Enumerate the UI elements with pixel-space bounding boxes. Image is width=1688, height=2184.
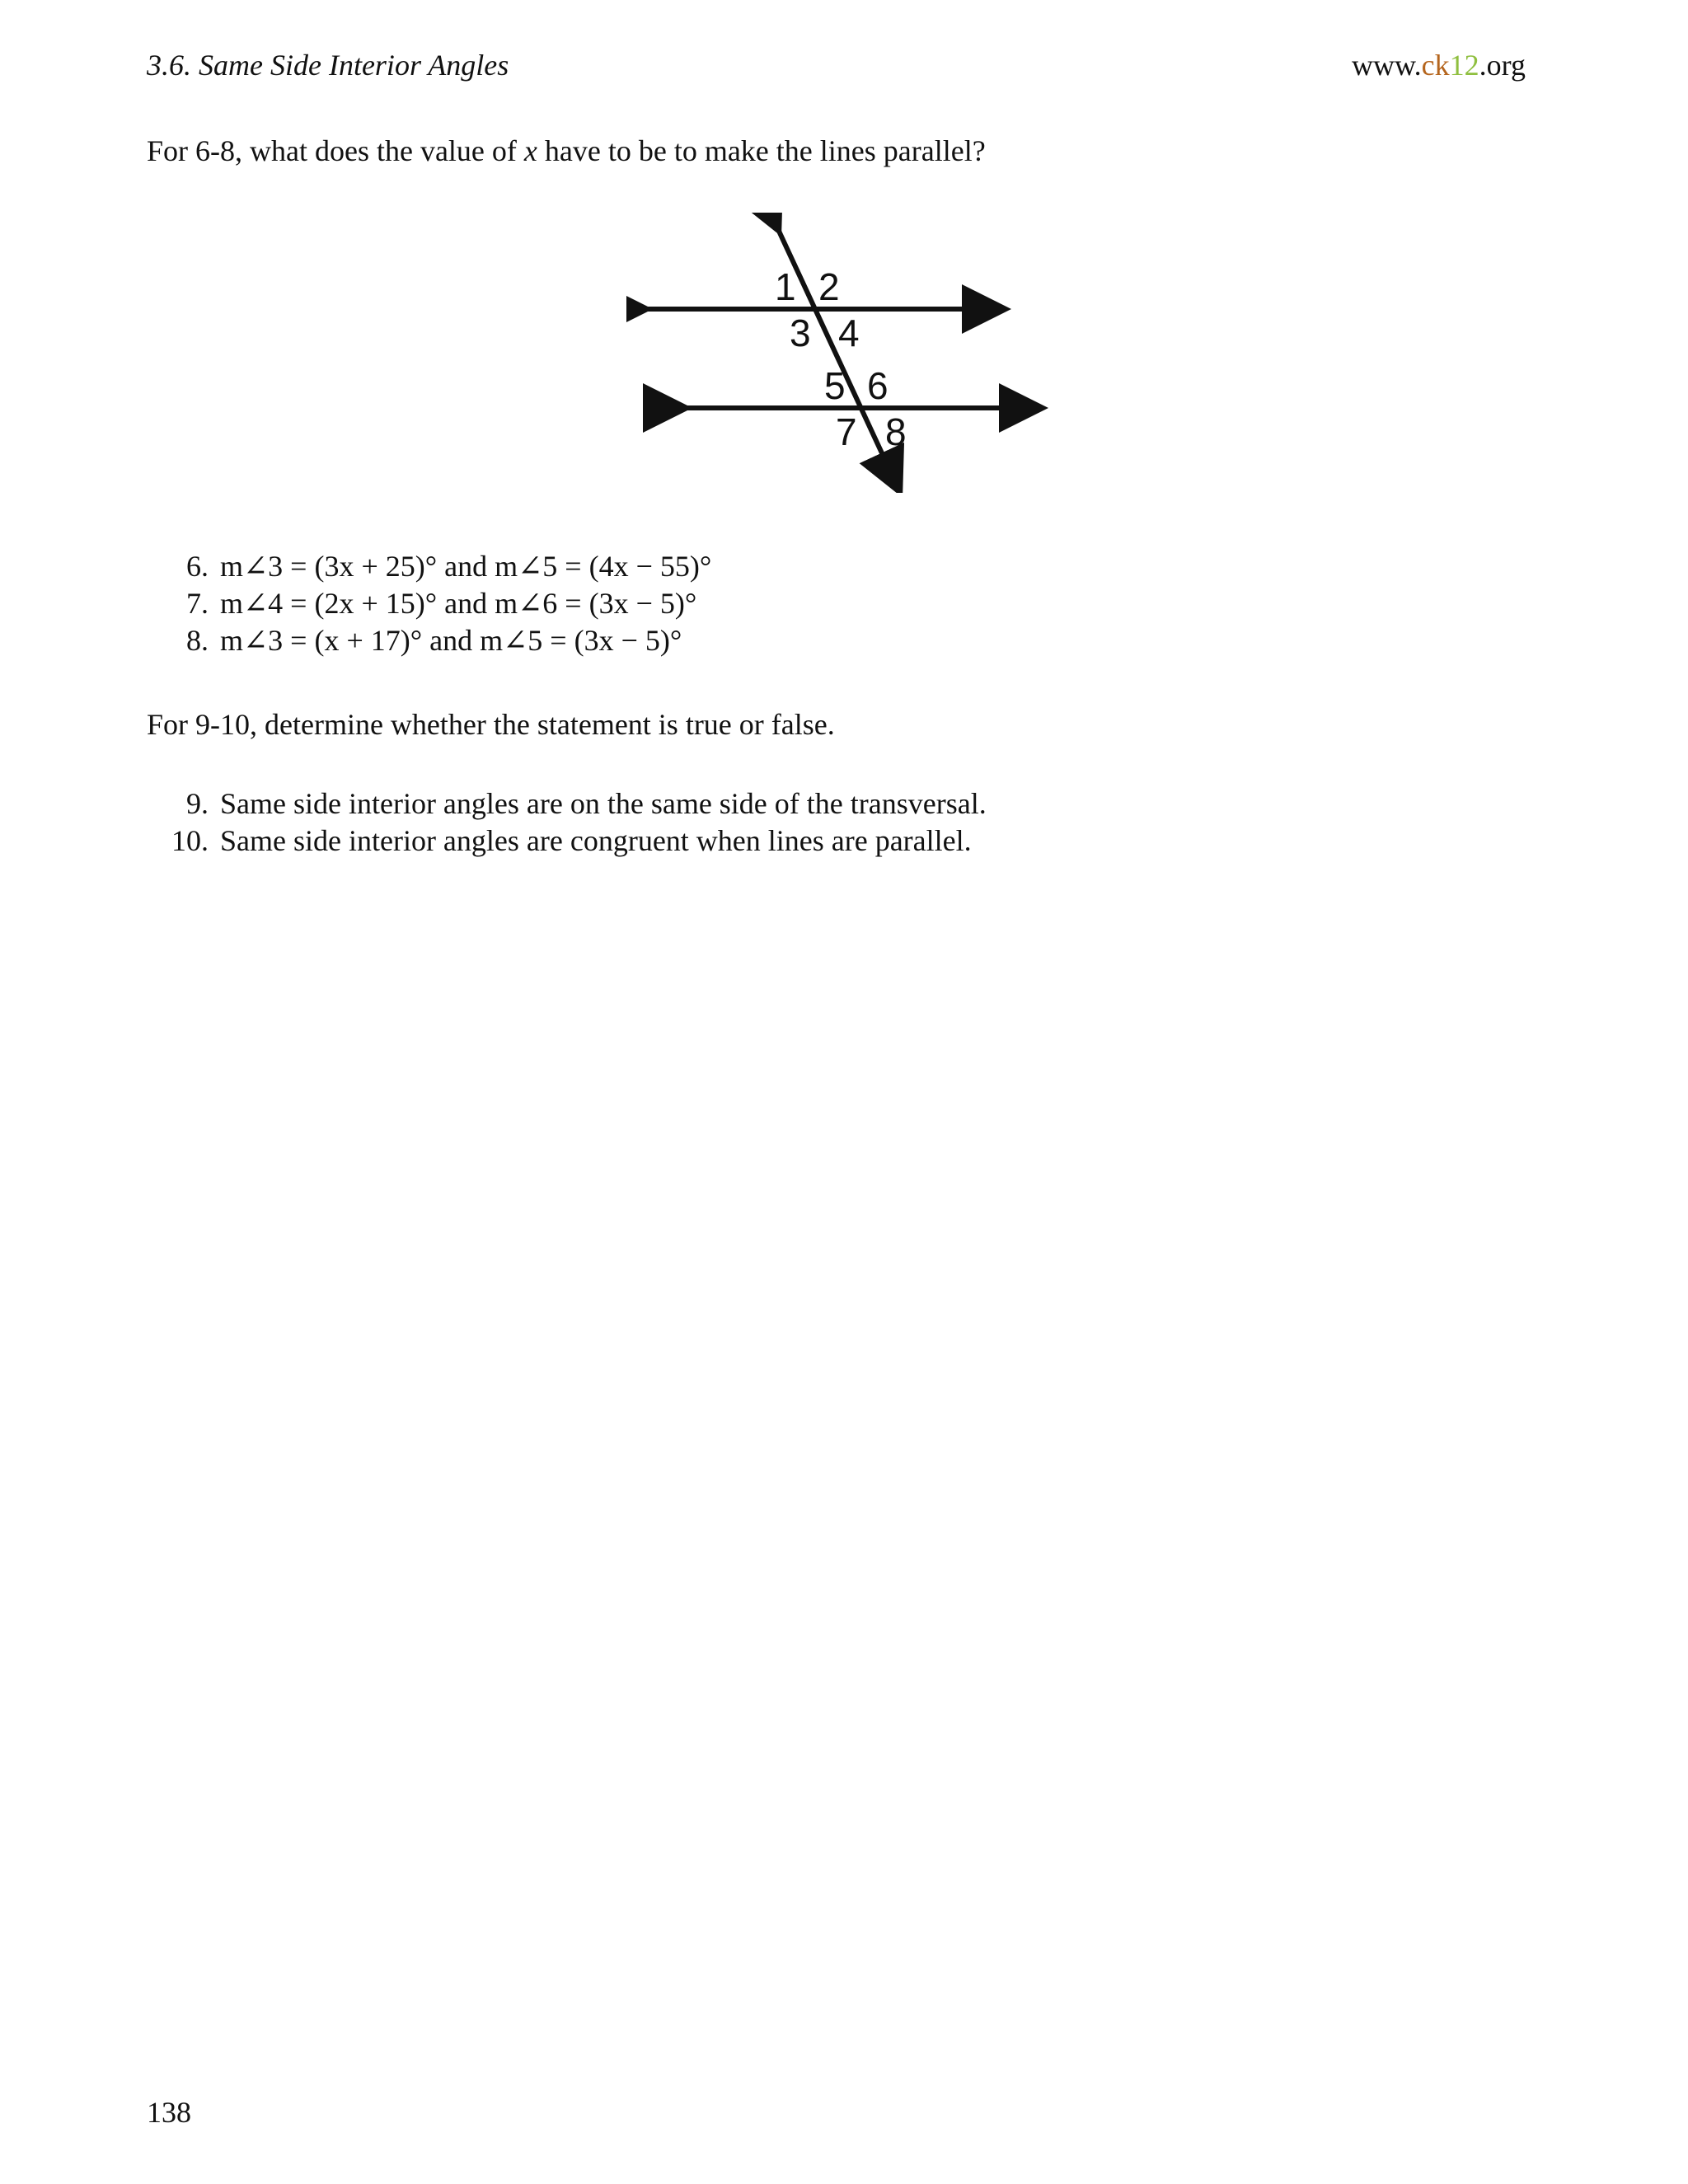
instructions-6-8-var: x [523, 134, 537, 167]
page-number: 138 [147, 2096, 191, 2129]
site-url-suffix: .org [1479, 49, 1526, 82]
instructions-9-10: For 9-10, determine whether the statement is true or false. [147, 708, 835, 741]
angle-label-8: 8 [885, 410, 907, 453]
site-url-prefix: www. [1352, 49, 1422, 82]
problem-number: 6. [186, 550, 209, 583]
list-item [147, 823, 987, 860]
problem-list-9-10 [147, 785, 987, 860]
problem-text: Same side interior angles are on the same side of the transversal. [220, 787, 987, 820]
site-url-12: 12 [1449, 49, 1479, 82]
problem-list-6-8 [147, 548, 711, 659]
angle-label-3: 3 [790, 312, 811, 354]
parallel-lines-transversal-diagram [626, 213, 1055, 493]
angle-label-2: 2 [818, 265, 840, 308]
angle-label-6: 6 [867, 364, 889, 407]
angle-label-1: 1 [775, 265, 796, 308]
site-url[interactable] [1352, 48, 1526, 82]
instructions-6-8-before: For 6-8, what does the value of [147, 134, 524, 167]
problem-number: 7. [186, 587, 209, 620]
section-title: 3.6. Same Side Interior Angles [147, 49, 509, 82]
angle-label-4: 4 [838, 312, 860, 354]
angle-label-5: 5 [824, 364, 846, 407]
problem-text: Same side interior angles are congruent when lines are parallel. [220, 824, 972, 857]
list-item [147, 622, 711, 659]
site-url-ck: ck [1421, 49, 1450, 82]
problem-text: m∠3 = (x + 17)° and m∠5 = (3x − 5)° [220, 624, 682, 657]
problem-number: 9. [186, 787, 209, 820]
list-item [147, 585, 711, 622]
list-item [147, 548, 711, 585]
instructions-6-8-after: have to be to make the lines parallel? [537, 134, 986, 167]
problem-text: m∠3 = (3x + 25)° and m∠5 = (4x − 55)° [220, 550, 712, 583]
problem-text: m∠4 = (2x + 15)° and m∠6 = (3x − 5)° [220, 587, 697, 620]
angle-label-7: 7 [836, 410, 857, 453]
problem-number: 8. [186, 624, 209, 657]
problem-number: 10. [171, 824, 209, 857]
instructions-6-8 [147, 134, 986, 168]
list-item [147, 785, 987, 823]
